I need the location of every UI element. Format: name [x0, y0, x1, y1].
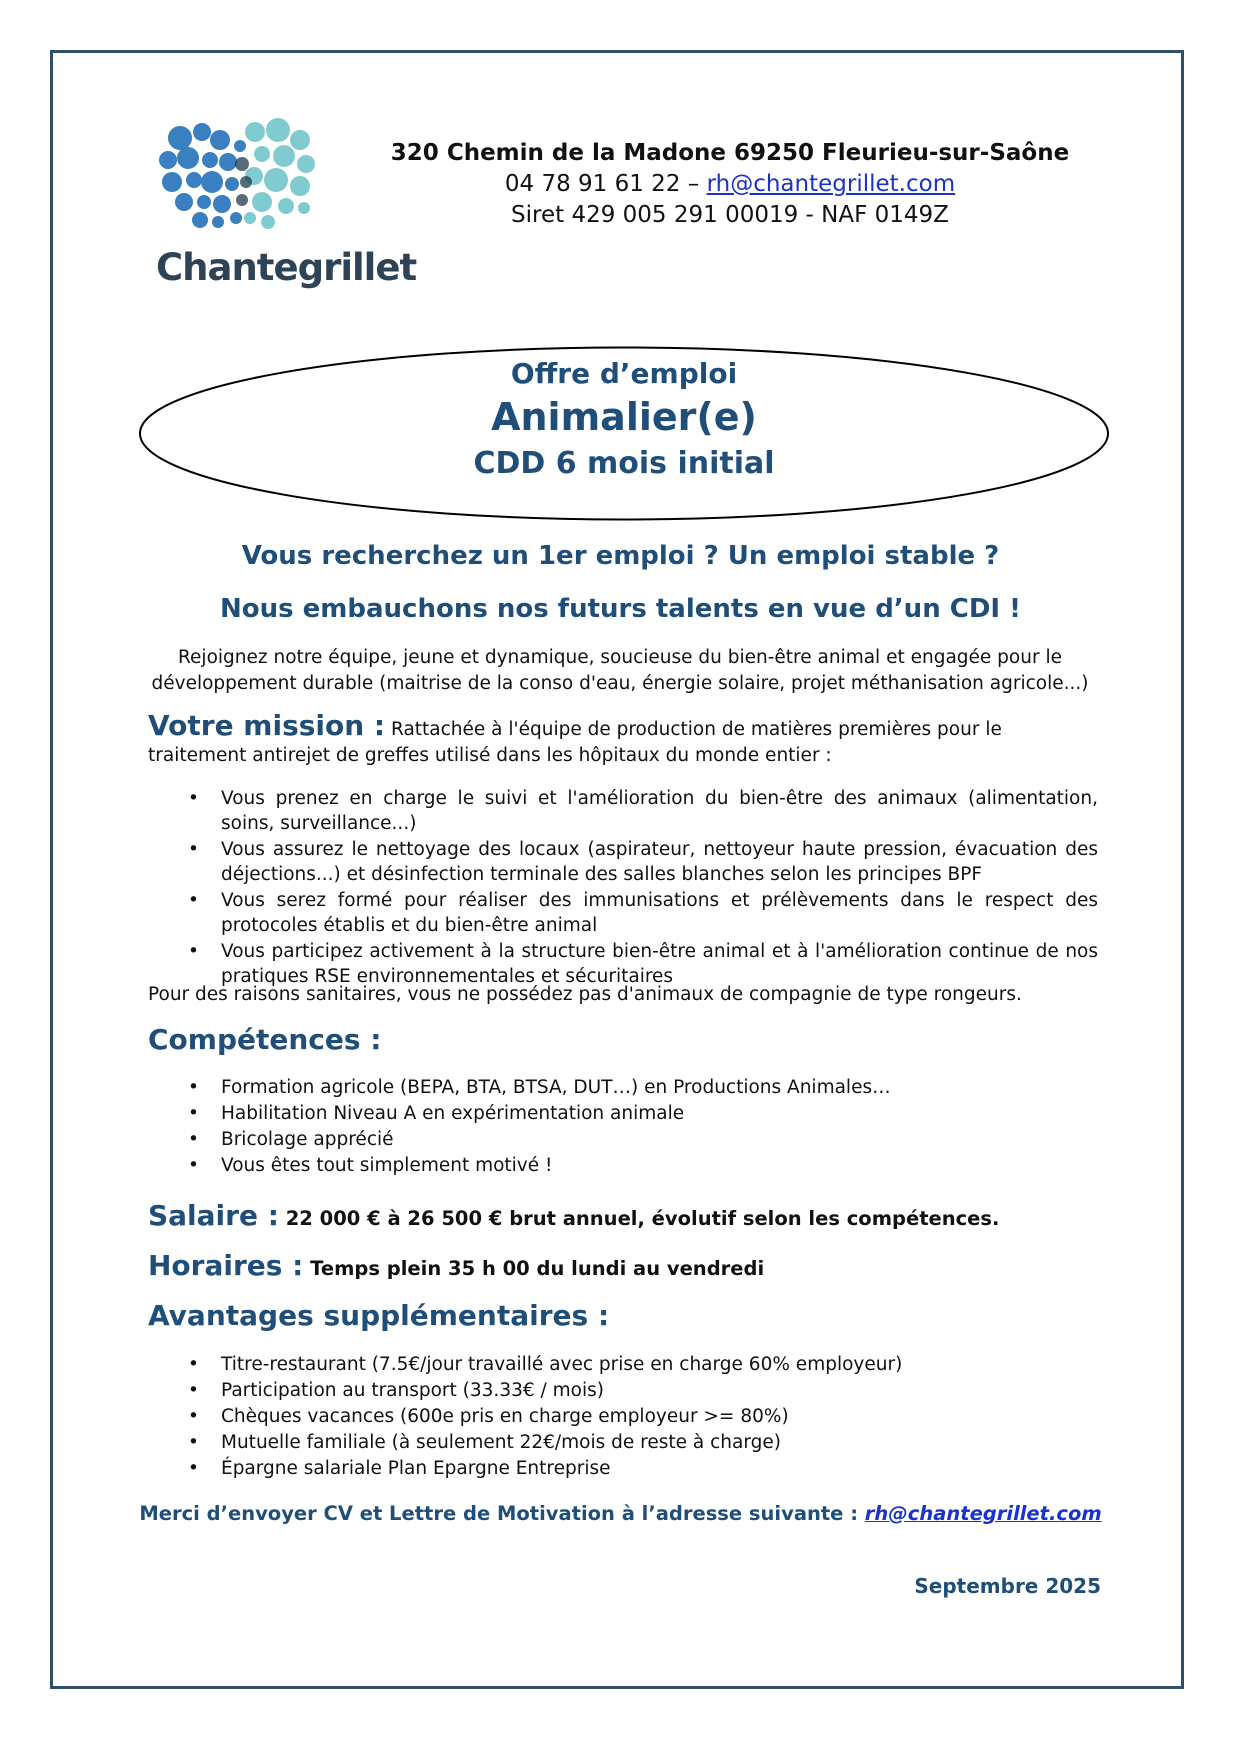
list-item: • Vous assurez le nettoyage des locaux (aspirateur, nettoyeur haute pression, évacuation des déjections...) et désinfection terminale des salles blanches selon les principes BPF — [188, 837, 1098, 887]
competences-section — [148, 1023, 1098, 1057]
salaire-section — [148, 1199, 1098, 1233]
list-item: • Bricolage apprécié — [188, 1127, 1098, 1152]
list-item: • Vous êtes tout simplement motivé ! — [188, 1153, 1098, 1178]
job-title: Animalier(e) — [491, 395, 757, 439]
horaires-section — [148, 1249, 1098, 1283]
company-header — [380, 138, 1080, 231]
mission-text: Rattachée à l'équipe de production de matières premières pour le traitement antirejet de greffes utilisé dans les hôpitaux du monde entier : — [148, 719, 1002, 766]
list-item: • Vous participez activement à la structure bien-être animal et à l'amélioration continue de nos pratiques RSE environnementales et sécuritaires — [188, 939, 1098, 989]
contract-type: CDD 6 mois initial — [473, 446, 775, 481]
apply-email-link[interactable]: rh@chantegrillet.com — [864, 1502, 1102, 1525]
list-item: • Titre-restaurant (7.5€/jour travaillé avec prise en charge 60% employeur) — [188, 1352, 1098, 1377]
siret-line: Siret 429 005 291 00019 - NAF 0149Z — [511, 202, 949, 228]
avantages-section — [148, 1299, 1098, 1333]
headline-2: Nous embauchons nos futurs talents en vue d’un CDI ! — [219, 594, 1021, 624]
salaire-text: 22 000 € à 26 500 € brut annuel, évolutif selon les compétences. — [278, 1207, 1000, 1230]
list-item: • Épargne salariale Plan Epargne Entreprise — [188, 1456, 1098, 1481]
phone-number: 04 78 91 61 22 – — [504, 171, 700, 197]
competences-list — [188, 1075, 1098, 1179]
document-date: Septembre 2025 — [914, 1574, 1101, 1598]
mission-section — [148, 709, 1098, 769]
company-logo — [150, 118, 417, 293]
logo-wordmark: Chantegrillet — [156, 246, 417, 289]
mission-list — [188, 786, 1098, 990]
list-item: • Participation au transport (33.33€ / mois) — [188, 1378, 1098, 1403]
offer-label: Offre d’emploi — [510, 357, 738, 390]
list-item: • Mutuelle familiale (à seulement 22€/mois de reste à charge) — [188, 1430, 1098, 1455]
email-link[interactable]: rh@chantegrillet.com — [706, 171, 956, 197]
mission-title: Votre mission : — [148, 709, 386, 742]
intro-paragraph: Rejoignez notre équipe, jeune et dynamique, soucieuse du bien-être animal et engagée pour le développement durable (maitrise de la conso d'eau, énergie solaire, projet méthanisation agricole...) — [151, 647, 1089, 694]
logo-circles-icon — [150, 118, 380, 248]
salaire-title: Salaire : — [148, 1199, 279, 1232]
list-item: • Formation agricole (BEPA, BTA, BTSA, DUT…) en Productions Animales… — [188, 1075, 1098, 1100]
list-item: • Chèques vacances (600e pris en charge employeur >= 80%) — [188, 1404, 1098, 1429]
contact-line — [380, 169, 1080, 200]
mission-note: Pour des raisons sanitaires, vous ne possédez pas d'animaux de compagnie de type rongeurs. — [148, 984, 1022, 1005]
list-item: • Vous serez formé pour réaliser des immunisations et prélèvements dans le respect des protocoles établis et du bien-être animal — [188, 888, 1098, 938]
title-ellipse — [138, 345, 1110, 522]
list-item: • Vous prenez en charge le suivi et l'amélioration du bien-être des animaux (alimentation, soins, surveillance...) — [188, 786, 1098, 836]
avantages-title: Avantages supplémentaires : — [148, 1299, 610, 1332]
avantages-list — [188, 1352, 1098, 1482]
list-item: • Habilitation Niveau A en expérimentation animale — [188, 1101, 1098, 1126]
competences-title: Compétences : — [148, 1023, 382, 1056]
horaires-title: Horaires : — [148, 1249, 304, 1282]
apply-instructions — [60, 1502, 1181, 1525]
apply-text: Merci d’envoyer CV et Lettre de Motivation à l’adresse suivante : — [139, 1502, 865, 1525]
headline-1: Vous recherchez un 1er emploi ? Un emploi stable ? — [241, 541, 1000, 571]
company-address: 320 Chemin de la Madone 69250 Fleurieu-sur-Saône — [390, 140, 1070, 166]
horaires-text: Temps plein 35 h 00 du lundi au vendredi — [303, 1257, 765, 1280]
